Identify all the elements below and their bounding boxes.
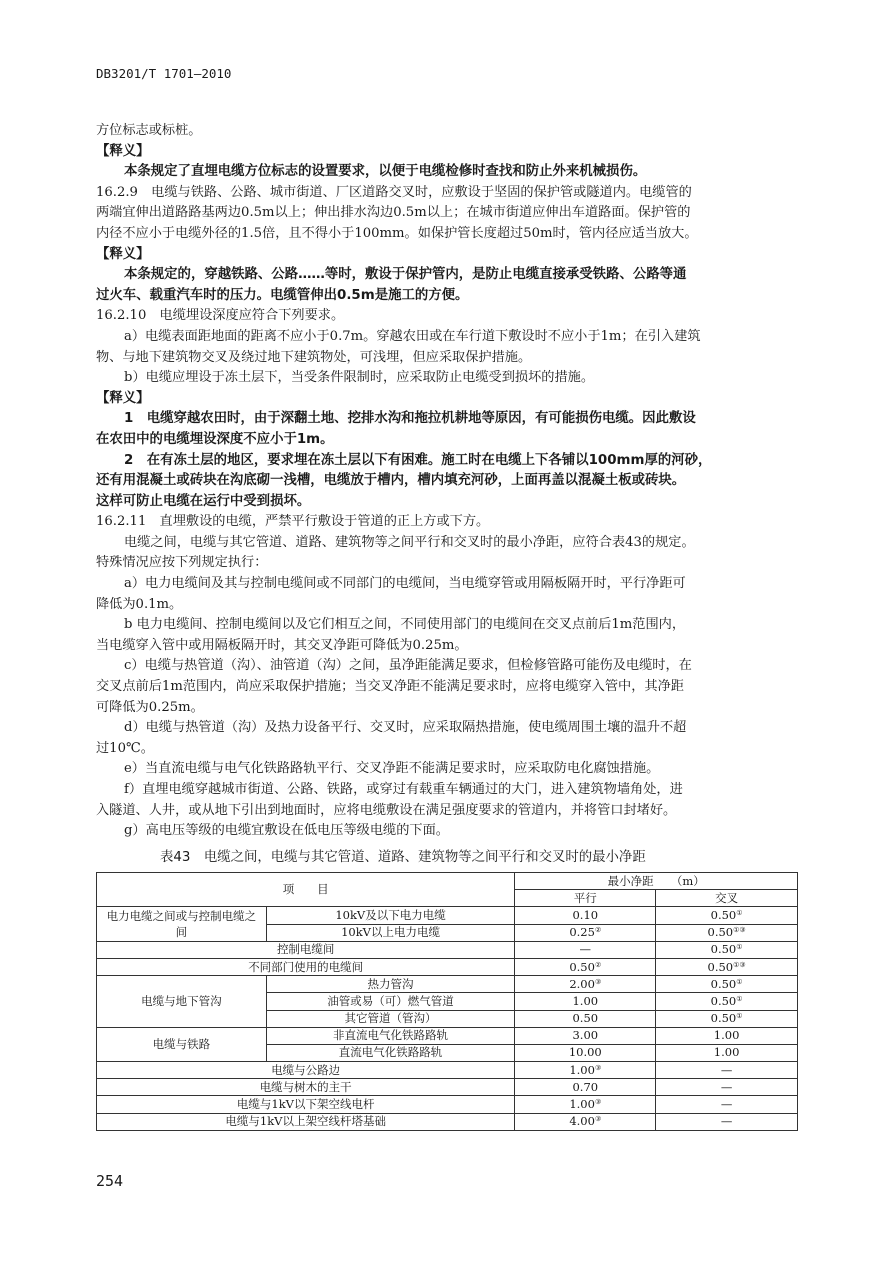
- header-item: 项 目: [97, 873, 515, 907]
- cross-cell-value: —: [720, 1079, 733, 1094]
- parallel-cell-value: —: [579, 942, 592, 957]
- parallel-cell-value: 0.50: [569, 959, 595, 974]
- text-line: a）电力电缆间及其与控制电缆间或不同部门的电缆间，当电缆穿管或用隔板隔开时，平行净距可: [124, 576, 686, 592]
- row-subitem: 热力管沟: [266, 976, 515, 993]
- parallel-cell: [515, 993, 656, 1010]
- parallel-cell-note: ③: [594, 977, 602, 986]
- parallel-cell-value: 0.10: [572, 907, 599, 922]
- parallel-cell: [515, 1062, 656, 1079]
- cross-cell-value: —: [720, 1114, 733, 1129]
- explanation-line: 【释义】: [96, 246, 150, 262]
- cross-cell-note: ①: [736, 943, 743, 952]
- cross-cell-value: 0.50: [710, 1011, 737, 1026]
- row-item: 电缆与1kV以下架空线电杆: [97, 1096, 515, 1113]
- explanation-line: 【释义】: [96, 143, 150, 159]
- text-line: e）当直流电缆与电气化铁路路轨平行、交叉净距不能满足要求时，应采取防电化腐蚀措施。: [124, 761, 660, 777]
- parallel-cell-value: 0.50: [572, 1011, 599, 1026]
- cross-cell-value: —: [720, 1062, 733, 1077]
- cross-cell-value: 0.50: [710, 942, 737, 957]
- explanation-line: 还有用混凝土或砖块在沟底砌一浅槽，电缆放于槽内，槽内填充河砂，上面再盖以混凝土板或砖块。: [96, 473, 686, 489]
- parallel-cell-value: 10.00: [568, 1045, 602, 1060]
- parallel-cell-value: 3.00: [572, 1028, 599, 1043]
- table-row: [97, 1113, 798, 1130]
- explanation-line: 本条规定的，穿越铁路、公路……等时，敷设于保护管内，是防止电缆直接承受铁路、公路等通: [124, 267, 687, 283]
- text-line: 电缆之间，电缆与其它管道、道路、建筑物等之间平行和交叉时的最小净距，应符合表43的规定。: [124, 534, 695, 550]
- row-subitem: 其它管道（管沟）: [266, 1010, 515, 1027]
- cross-cell-note: ①: [736, 1012, 743, 1021]
- cross-cell: [656, 976, 798, 993]
- parallel-cell: [515, 924, 656, 941]
- row-subitem: 10kV及以下电力电缆: [266, 907, 515, 924]
- parallel-cell: [515, 1079, 656, 1096]
- text-line: 当电缆穿入管中或用隔板隔开时，其交叉净距可降低为0.25m。: [96, 637, 468, 653]
- header-min-clearance: 最小净距 （m）: [515, 873, 798, 890]
- document-header: DB3201/T 1701—2010: [96, 66, 232, 81]
- cross-cell-value: 0.50: [707, 925, 734, 940]
- table-row: [97, 1079, 798, 1096]
- cross-cell: [656, 958, 798, 975]
- parallel-cell-value: 2.00: [569, 976, 595, 991]
- cross-cell-value: 0.50: [710, 907, 737, 922]
- parallel-cell: [515, 958, 656, 975]
- text-line: 入隧道、人井，或从地下引出到地面时，应将电缆敷设在满足强度要求的管道内，并将管口封堵好。: [96, 802, 677, 818]
- row-subitem: 非直流电气化铁路路轨: [266, 1027, 515, 1044]
- text-line: 16.2.11 直埋敷设的电缆，严禁平行敷设于管道的正上方或下方。: [96, 514, 490, 530]
- parallel-cell-note: ②: [594, 960, 602, 969]
- page-number: 254: [96, 1172, 124, 1190]
- table-row: [97, 1096, 798, 1113]
- table-caption: 表43 电缆之间，电缆与其它管道、道路、建筑物等之间平行和交叉时的最小净距: [160, 850, 646, 865]
- parallel-cell-note: ③: [594, 1098, 602, 1107]
- row-subitem: 直流电气化铁路路轨: [266, 1044, 515, 1061]
- table-row: [97, 1062, 798, 1079]
- parallel-cell: [515, 907, 656, 924]
- cross-cell-value: 0.50: [710, 976, 737, 991]
- parallel-cell: [515, 1113, 656, 1130]
- text-line: 降低为0.1m。: [96, 596, 183, 612]
- text-line: 16.2.10 电缆埋设深度应符合下列要求。: [96, 308, 345, 324]
- row-group: 电缆与铁路: [97, 1027, 267, 1061]
- text-line: 过10℃。: [96, 740, 154, 756]
- table-row: [97, 958, 798, 975]
- parallel-cell: [515, 1027, 656, 1044]
- cross-cell-note: ①: [736, 994, 743, 1003]
- explanation-line: 【释义】: [96, 390, 150, 406]
- clearance-table: [96, 872, 798, 1131]
- row-item: 电缆与公路边: [97, 1062, 515, 1079]
- parallel-cell-value: 0.70: [572, 1079, 599, 1094]
- text-line: b 电力电缆间、控制电缆间以及它们相互之间，不同使用部门的电缆间在交叉点前后1m范围内，: [124, 617, 686, 633]
- text-line: f）直埋电缆穿越城市街道、公路、铁路，或穿过有载重车辆通过的大门，进入建筑物墙角处，进: [124, 782, 683, 797]
- cross-cell: [656, 941, 798, 958]
- text-line: 可降低为0.25m。: [96, 699, 204, 715]
- cross-cell-value: —: [720, 1097, 733, 1112]
- cross-cell-note: ①③: [733, 926, 746, 935]
- cross-cell: [656, 1027, 798, 1044]
- row-subitem: 10kV以上电力电缆: [266, 924, 515, 941]
- row-item: 电缆与1kV以上架空线杆塔基础: [97, 1113, 515, 1130]
- explanation-line: 过火车、载重汽车时的压力。电缆管伸出0.5m是施工的方便。: [96, 287, 469, 303]
- parallel-cell-note: ③: [594, 1115, 602, 1124]
- text-line: 内径不应小于电缆外径的1.5倍，且不得小于100mm。如保护管长度超过50m时，管内径应适当放大。: [96, 225, 698, 241]
- explanation-line: 1 电缆穿越农田时，由于深翻土地、挖排水沟和拖拉机耕地等原因，有可能损伤电缆。因此敷设: [124, 411, 696, 427]
- explanation-line: 这样可防止电缆在运行中受到损坏。: [96, 493, 311, 509]
- text-line: 两端宜伸出道路路基两边0.5m以上；伸出排水沟边0.5m以上；在城市街道应伸出车道路面。保护管的: [96, 205, 691, 221]
- row-item: 不同部门使用的电缆间: [97, 958, 515, 975]
- cross-cell-note: ①: [736, 908, 743, 917]
- parallel-cell-value: 4.00: [569, 1114, 595, 1129]
- cross-cell-value: 1.00: [713, 1045, 740, 1060]
- cross-cell: [656, 907, 798, 924]
- row-item: 电缆与树木的主干: [97, 1079, 515, 1096]
- parallel-cell-value: 1.00: [569, 1062, 595, 1077]
- text-line: g）高电压等级的电缆宜敷设在低电压等级电缆的下面。: [124, 823, 449, 839]
- parallel-cell: [515, 1096, 656, 1113]
- cross-cell-value: 0.50: [707, 959, 734, 974]
- row-item: 控制电缆间: [97, 941, 515, 958]
- cross-cell: [656, 1044, 798, 1061]
- parallel-cell-value: 1.00: [572, 993, 599, 1008]
- table-row: [97, 941, 798, 958]
- cross-cell: [656, 1113, 798, 1130]
- row-group: 电缆与地下管沟: [97, 976, 267, 1028]
- cross-cell: [656, 1062, 798, 1079]
- parallel-cell: [515, 941, 656, 958]
- text-line: d）电缆与热管道（沟）及热力设备平行、交叉时，应采取隔热措施，使电缆周围土壤的温升不超: [124, 720, 687, 736]
- cross-cell: [656, 1079, 798, 1096]
- cross-cell-value: 1.00: [713, 1028, 740, 1043]
- cross-cell: [656, 993, 798, 1010]
- text-line: c）电缆与热管道（沟）、油管道（沟）之间，虽净距能满足要求，但检修管路可能伤及电缆时，在: [124, 658, 692, 674]
- text-line: 方位标志或标桩。: [96, 123, 202, 138]
- text-line: b）电缆应埋设于冻土层下，当受条件限制时，应采取防止电缆受到损坏的措施。: [124, 370, 595, 386]
- table-row: [97, 907, 798, 924]
- row-group: 电力电缆之间或与控制电缆之间: [97, 907, 267, 941]
- table-row: [97, 976, 798, 993]
- parallel-cell-value: 0.25: [569, 925, 595, 940]
- text-line: 16.2.9 电缆与铁路、公路、城市街道、厂区道路交叉时，应敷设于坚固的保护管或隧道内。电缆管的: [96, 184, 692, 200]
- parallel-cell-note: ②: [594, 926, 602, 935]
- parallel-cell: [515, 976, 656, 993]
- explanation-line: 2 在有冻土层的地区，要求埋在冻土层以下有困难。施工时在电缆上下各铺以100mm厚的河砂，: [124, 452, 712, 468]
- text-line: 特殊情况应按下列规定执行：: [96, 555, 268, 571]
- explanation-line: 在农田中的电缆埋设深度不应小于1m。: [96, 431, 334, 447]
- cross-cell: [656, 1096, 798, 1113]
- parallel-cell-value: 1.00: [569, 1097, 595, 1112]
- parallel-cell: [515, 1044, 656, 1061]
- cross-cell: [656, 1010, 798, 1027]
- table-header-row: [97, 873, 798, 890]
- header-cross: 交叉: [656, 890, 798, 907]
- header-parallel: 平行: [515, 890, 656, 907]
- parallel-cell: [515, 1010, 656, 1027]
- cross-cell: [656, 924, 798, 941]
- text-line: 交叉点前后1m范围内，尚应采取保护措施；当交叉净距不能满足要求时，应将电缆穿入管中，其净距: [96, 679, 684, 695]
- document-body: [96, 121, 800, 842]
- text-line: a）电缆表面距地面的距离不应小于0.7m。穿越农田或在车行道下敷设时不应小于1m；在引入建筑: [124, 328, 701, 344]
- parallel-cell-note: ③: [594, 1063, 602, 1072]
- text-line: 物、与地下建筑物交叉及绕过地下建筑物处，可浅埋，但应采取保护措施。: [96, 349, 532, 365]
- explanation-line: 本条规定了直埋电缆方位标志的设置要求，以便于电缆检修时查找和防止外来机械损伤。: [124, 164, 647, 180]
- cross-cell-value: 0.50: [710, 993, 737, 1008]
- row-subitem: 油管或易（可）燃气管道: [266, 993, 515, 1010]
- cross-cell-note: ①: [736, 977, 743, 986]
- cross-cell-note: ①③: [733, 960, 746, 969]
- table-row: [97, 1027, 798, 1044]
